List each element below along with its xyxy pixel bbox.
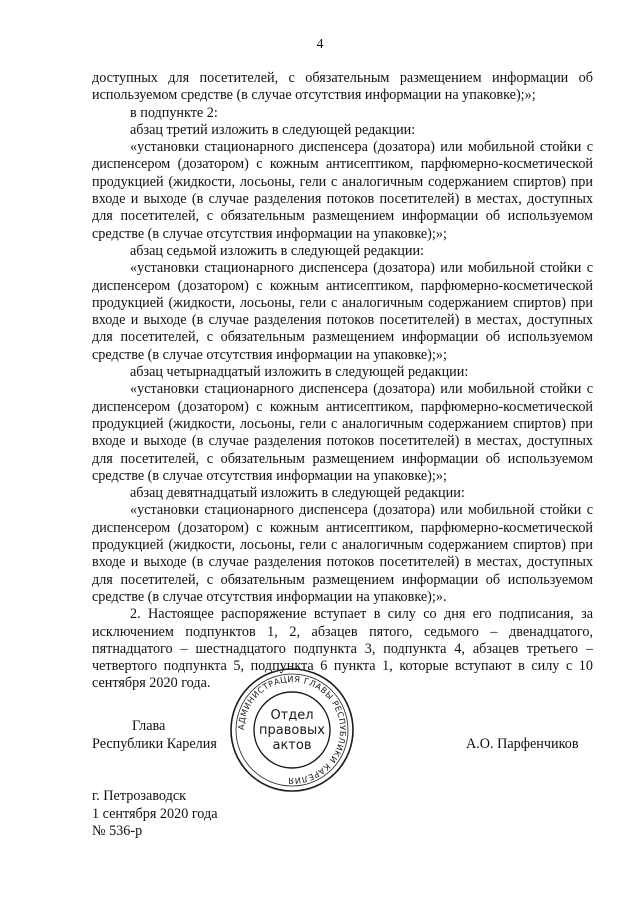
signatory-title [92, 718, 217, 753]
signatory-name: А.О. Парфенчиков [466, 736, 579, 752]
signing-date: 1 сентября 2020 года [92, 805, 218, 822]
paragraph: «установки стационарного диспенсера (дозатора) или мобильной стойки с диспенсером (дозатором) с кожным антисептиком, парфюмерно-косметической продукцией (жидкости, лосьоны, гели с аналогичным содержанием спиртов) при входе и выходе (в случае разделения потоков посетителей) в местах, доступных для посетителей, с обязательным размещением информации об используемом средстве (в случае отсутствия информации на упаковке);»; [92, 381, 593, 484]
paragraph: 2. Настоящее распоряжение вступает в силу со дня его подписания, за исключением подпунктов 1, 2, абзацев пятого, седьмого – двенадцатого, пятнадцатого – шестнадцатого подпункта 3, подпункта 4, абзацев третьего – четвертого подпункта 5, подпункта 6 пункта 1, которые вступают в силу с 10 сентября 2020 года. [92, 606, 593, 692]
document-footer [92, 788, 218, 841]
paragraph: «установки стационарного диспенсера (дозатора) или мобильной стойки с диспенсером (дозатором) с кожным антисептиком, парфюмерно-косметической продукцией (жидкости, лосьоны, гели с аналогичным содержанием спиртов) при входе и выходе (в случае разделения потоков посетителей) в местах, доступных для посетителей, с обязательным размещением информации об используемом средстве (в случае отсутствия информации на упаковке);». [92, 502, 593, 605]
paragraph: в подпункте 2: [130, 104, 218, 121]
place-of-signing: г. Петрозаводск [92, 788, 187, 804]
stamp-center-line1: Отдел [270, 708, 314, 723]
paragraph: «установки стационарного диспенсера (дозатора) или мобильной стойки с диспенсером (дозатором) с кожным антисептиком, парфюмерно-косметической продукцией (жидкости, лосьоны, гели с аналогичным содержанием спиртов) при входе и выходе (в случае разделения потоков посетителей) в местах, доступных для посетителей, с обязательным размещением информации об используемом средстве (в случае отсутствия информации на упаковке);»; [92, 260, 593, 363]
paragraph: абзац третий изложить в следующей редакции: [130, 121, 416, 138]
official-stamp [228, 666, 356, 794]
paragraph: абзац седьмой изложить в следующей редакции: [130, 242, 425, 259]
document-body [92, 70, 593, 693]
paragraph: абзац девятнадцатый изложить в следующей редакции: [130, 485, 465, 502]
signatory-title-line2: Республики Карелия [92, 735, 217, 752]
signatory-title-line1: Глава [132, 718, 166, 734]
paragraph: абзац четырнадцатый изложить в следующей редакции: [130, 364, 469, 381]
paragraph: доступных для посетителей, с обязательным размещением информации об используемом средстве (в случае отсутствия информации на упаковке);»; [92, 70, 593, 104]
stamp-center-line3: актов [272, 738, 312, 753]
stamp-center-line2: правовых [259, 723, 325, 738]
stamp-ring-text: АДМИНИСТРАЦИЯ ГЛАВЫ РЕСПУБЛИКИ КАРЕЛИЯ [235, 673, 349, 787]
document-number: № 536-р [92, 823, 143, 839]
page-number: 4 [316, 37, 324, 52]
paragraph: «установки стационарного диспенсера (дозатора) или мобильной стойки с диспенсером (дозатором) с кожным антисептиком, парфюмерно-косметической продукцией (жидкости, лосьоны, гели с аналогичным содержанием спиртов) при входе и выходе (в случае разделения потоков посетителей) в местах, доступных для посетителей, с обязательным размещением информации об используемом средстве (в случае отсутствия информации на упаковке);»; [92, 139, 593, 242]
